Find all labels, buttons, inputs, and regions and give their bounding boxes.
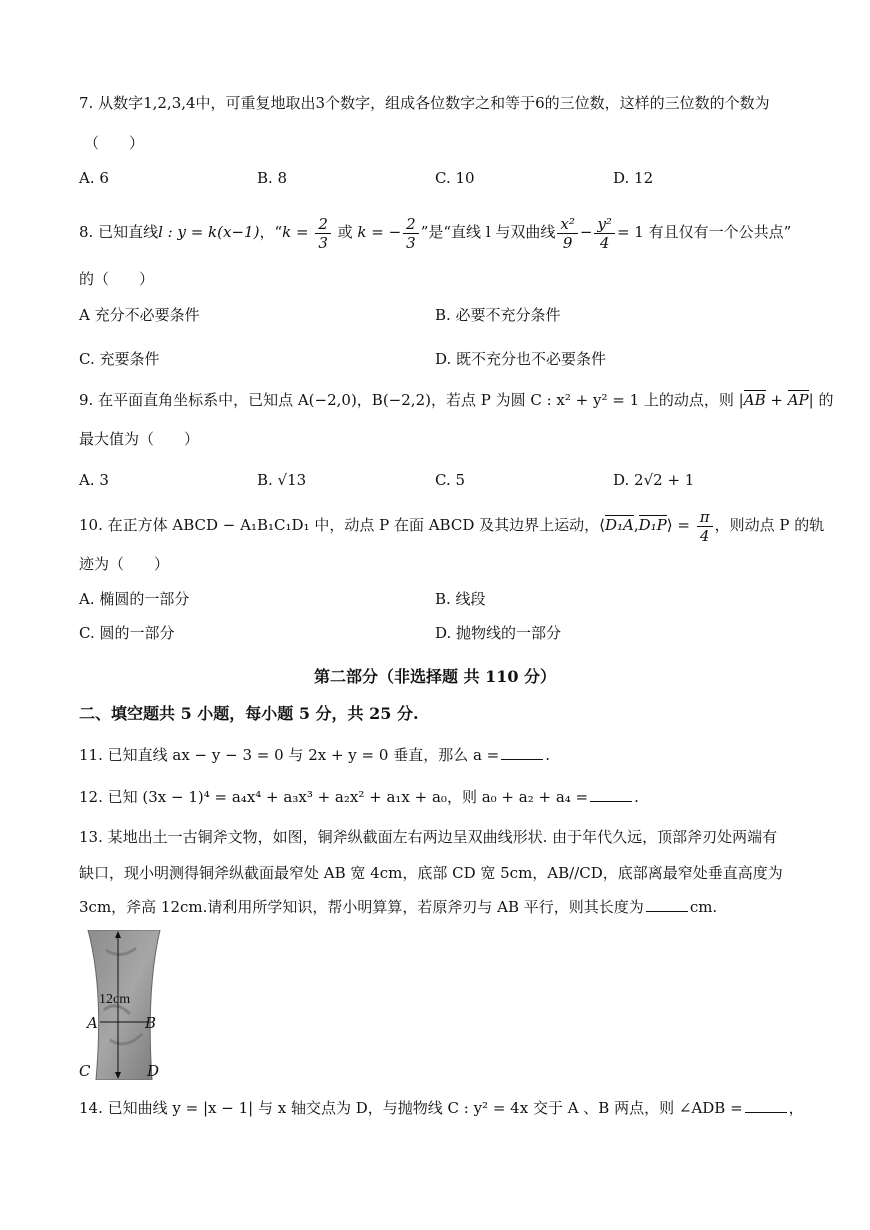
q9-stem [79, 389, 833, 411]
q8-line-eq: l : y = k(x−1) [158, 223, 260, 241]
q12-end: . [634, 788, 639, 806]
figure-label-c: C [79, 1062, 91, 1080]
q10-vec-d1p: D₁P [638, 516, 667, 534]
q8-frac1 [315, 215, 331, 252]
section-fill-in-title: 二、填空题共 5 小题，每小题 5 分，共 25 分. [79, 704, 419, 723]
q14-answer-blank[interactable] [745, 1098, 787, 1113]
q9-option-d: D. 2√2 + 1 [613, 471, 695, 489]
q8-option-d: D. 既不充分也不必要条件 [435, 350, 607, 368]
q9-vec-ab: AB [743, 391, 766, 409]
q9-option-b: B. √13 [257, 471, 307, 489]
q13-line-3 [79, 896, 717, 918]
q10-stem [79, 505, 824, 545]
q13-end: cm. [689, 898, 718, 916]
figure-label-d: D [147, 1062, 160, 1080]
q8-mid: ”是“直线 l 与双曲线 [420, 223, 556, 241]
q8-k2: k = − [357, 223, 402, 241]
q9-option-c: C. 5 [435, 471, 466, 489]
q8-option-a: A 充分不必要条件 [79, 306, 200, 324]
q8-option-c: C. 充要条件 [79, 350, 160, 368]
q8-frac1-num: 2 [315, 215, 331, 234]
q8-eq1: = 1 有且仅有一个公共点” [616, 223, 792, 241]
q8-minus: − [579, 223, 593, 241]
q11-text: 11. 已知直线 ax − y − 3 = 0 与 2x + y = 0 垂直，那么 a = [79, 746, 500, 764]
q10-close: ⟩ = [666, 516, 695, 534]
q7-option-a: A. 6 [79, 169, 109, 187]
bronze-axe-figure [86, 930, 162, 1080]
part2-title: 第二部分（非选择题 共 110 分） [313, 667, 557, 686]
q10-stem-c: 迹为（ ） [79, 555, 170, 573]
q10-vec-d1a: D₁A [604, 516, 634, 534]
q7-stem: 7. 从数字1,2,3,4中，可重复地取出3个数字，组成各位数字之和等于6的三位数，这样的三位数的个数为 [79, 94, 770, 112]
q8-cond-open: ，“ [259, 223, 283, 241]
q7-option-b: B. 8 [257, 169, 288, 187]
q13-answer-blank[interactable] [646, 897, 688, 912]
q13-line-2: 缺口，现小明测得铜斧纵截面最窄处 AB 宽 4cm，底部 CD 宽 5cm，AB//CD，底部离最窄处垂直高度为 [79, 864, 783, 882]
q8-hy-frac [594, 215, 615, 252]
q8-or: 或 [332, 223, 358, 241]
q8-hx-den: 9 [562, 233, 573, 252]
q9-vec-ap: AP [787, 391, 809, 409]
q10-stem-b: ，则动点 P 的轨 [714, 516, 825, 534]
q8-stem [79, 208, 791, 256]
q7-paren: （ ） [84, 134, 145, 152]
q8-tail: 的（ ） [79, 270, 155, 288]
q8-frac1-den: 3 [318, 233, 328, 252]
q8-hy-den: 4 [599, 233, 610, 252]
q11-answer-blank[interactable] [501, 745, 543, 760]
q9-stem-a: 9. 在平面直角坐标系中，已知点 A(−2,0)，B(−2,2)，若点 P 为圆 C : x² + y² = 1 上的动点，则 | [79, 391, 744, 409]
q8-k1: k = [282, 223, 314, 241]
q10-option-a: A. 椭圆的一部分 [79, 590, 190, 608]
q9-stem-c: 最大值为（ ） [79, 430, 200, 448]
q14-text: 14. 已知曲线 y = |x − 1| 与 x 轴交点为 D，与抛物线 C : y² = 4x 交于 A 、B 两点，则 ∠ADB = [79, 1099, 743, 1117]
q10-comma: , [633, 516, 639, 534]
figure-label-b: B [145, 1014, 157, 1032]
q9-plus: + [765, 391, 788, 409]
figure-label-a: A [87, 1014, 98, 1032]
q12-answer-blank[interactable] [590, 787, 632, 802]
q14-end: ， [788, 1099, 804, 1117]
q10-stem-a: 10. 在正方体 ABCD − A₁B₁C₁D₁ 中，动点 P 在面 ABCD 及其边界上运动，⟨ [79, 516, 605, 534]
q10-option-d: D. 抛物线的一部分 [435, 624, 562, 642]
q8-frac2 [403, 215, 419, 252]
q10-option-b: B. 线段 [435, 590, 486, 608]
q11-end: . [545, 746, 551, 764]
q10-pi-den: 4 [699, 526, 710, 545]
q10-pi-frac [697, 508, 713, 545]
q7-option-c: C. 10 [435, 169, 475, 187]
q8-frac2-den: 3 [406, 233, 416, 252]
q13-line-1: 13. 某地出土一古铜斧文物，如图，铜斧纵截面左右两边呈双曲线形状. 由于年代久远，顶部斧刃处两端有 [79, 828, 778, 846]
q12-text: 12. 已知 (3x − 1)⁴ = a₄x⁴ + a₃x³ + a₂x² + a₁x + a₀，则 a₀ + a₂ + a₄ = [79, 788, 589, 806]
q8-hx-num: x² [557, 215, 577, 234]
q8-hy-num: y² [594, 215, 615, 234]
q13-text: 3cm，斧高 12cm.请利用所学知识，帮小明算算，若原斧刃与 AB 平行，则其长度为 [79, 898, 644, 916]
q8-prefix: 8. 已知直线 [79, 223, 159, 241]
q9-stem-b: | 的 [808, 391, 834, 409]
q7-option-d: D. 12 [613, 169, 654, 187]
q14-stem [79, 1097, 804, 1119]
q8-frac2-num: 2 [403, 215, 419, 234]
q8-hx-frac [557, 215, 577, 252]
q11-stem [79, 744, 550, 766]
axe-height-label: 12cm [99, 992, 131, 1007]
q9-option-a: A. 3 [79, 471, 109, 489]
q10-option-c: C. 圆的一部分 [79, 624, 175, 642]
q10-pi-num: π [697, 508, 713, 527]
q12-stem [79, 786, 639, 808]
q8-option-b: B. 必要不充分条件 [435, 306, 561, 324]
